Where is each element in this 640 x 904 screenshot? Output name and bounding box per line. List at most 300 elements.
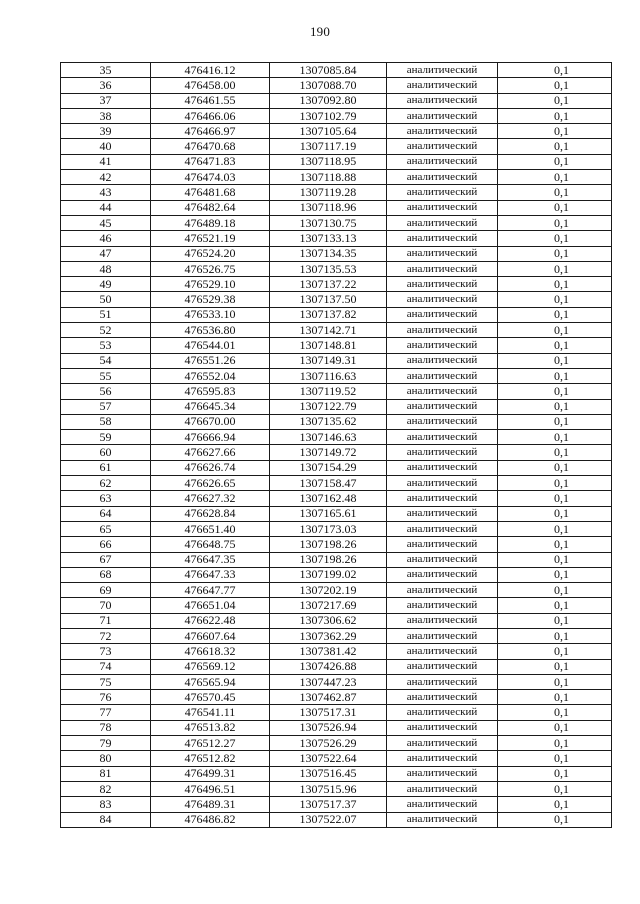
method-cell: аналитический [387,63,498,78]
y-coordinate-cell: 1307516.45 [270,766,387,781]
method-cell: аналитический [387,368,498,383]
x-coordinate-cell: 476470.68 [151,139,270,154]
table-row [61,246,612,261]
point-number-cell: 66 [61,537,151,552]
x-coordinate-cell: 476552.04 [151,368,270,383]
point-number-cell: 50 [61,292,151,307]
point-number-cell: 48 [61,261,151,276]
table-row [61,720,612,735]
method-cell: аналитический [387,292,498,307]
method-cell: аналитический [387,736,498,751]
accuracy-cell: 0,1 [498,537,612,552]
point-number-cell: 43 [61,185,151,200]
x-coordinate-cell: 476471.83 [151,154,270,169]
x-coordinate-cell: 476607.64 [151,628,270,643]
method-cell: аналитический [387,781,498,796]
point-number-cell: 61 [61,460,151,475]
y-coordinate-cell: 1307154.29 [270,460,387,475]
point-number-cell: 68 [61,567,151,582]
table-row [61,353,612,368]
x-coordinate-cell: 476512.27 [151,736,270,751]
table-row [61,93,612,108]
table-row [61,307,612,322]
accuracy-cell: 0,1 [498,628,612,643]
y-coordinate-cell: 1307117.19 [270,139,387,154]
table-row [61,139,612,154]
y-coordinate-cell: 1307381.42 [270,644,387,659]
x-coordinate-cell: 476416.12 [151,63,270,78]
accuracy-cell: 0,1 [498,170,612,185]
method-cell: аналитический [387,705,498,720]
y-coordinate-cell: 1307137.22 [270,277,387,292]
point-number-cell: 52 [61,323,151,338]
x-coordinate-cell: 476461.55 [151,93,270,108]
table-row [61,751,612,766]
table-row [61,567,612,582]
x-coordinate-cell: 476569.12 [151,659,270,674]
point-number-cell: 71 [61,613,151,628]
method-cell: аналитический [387,231,498,246]
point-number-cell: 53 [61,338,151,353]
point-number-cell: 81 [61,766,151,781]
coordinates-table-wrapper [60,62,611,828]
accuracy-cell: 0,1 [498,705,612,720]
accuracy-cell: 0,1 [498,720,612,735]
x-coordinate-cell: 476482.64 [151,200,270,215]
x-coordinate-cell: 476481.68 [151,185,270,200]
accuracy-cell: 0,1 [498,476,612,491]
x-coordinate-cell: 476544.01 [151,338,270,353]
x-coordinate-cell: 476648.75 [151,537,270,552]
table-row [61,674,612,689]
method-cell: аналитический [387,170,498,185]
table-row [61,200,612,215]
accuracy-cell: 0,1 [498,674,612,689]
accuracy-cell: 0,1 [498,598,612,613]
x-coordinate-cell: 476570.45 [151,690,270,705]
accuracy-cell: 0,1 [498,399,612,414]
point-number-cell: 56 [61,384,151,399]
point-number-cell: 39 [61,124,151,139]
table-row [61,583,612,598]
y-coordinate-cell: 1307162.48 [270,491,387,506]
table-row [61,781,612,796]
accuracy-cell: 0,1 [498,139,612,154]
x-coordinate-cell: 476499.31 [151,766,270,781]
x-coordinate-cell: 476647.35 [151,552,270,567]
x-coordinate-cell: 476489.31 [151,797,270,812]
x-coordinate-cell: 476551.26 [151,353,270,368]
accuracy-cell: 0,1 [498,368,612,383]
method-cell: аналитический [387,552,498,567]
accuracy-cell: 0,1 [498,797,612,812]
table-row [61,261,612,276]
y-coordinate-cell: 1307149.31 [270,353,387,368]
table-row [61,108,612,123]
table-row [61,598,612,613]
method-cell: аналитический [387,215,498,230]
x-coordinate-cell: 476458.00 [151,78,270,93]
method-cell: аналитический [387,537,498,552]
method-cell: аналитический [387,751,498,766]
method-cell: аналитический [387,78,498,93]
method-cell: аналитический [387,720,498,735]
accuracy-cell: 0,1 [498,690,612,705]
table-row [61,506,612,521]
accuracy-cell: 0,1 [498,751,612,766]
x-coordinate-cell: 476513.82 [151,720,270,735]
point-number-cell: 58 [61,414,151,429]
method-cell: аналитический [387,659,498,674]
accuracy-cell: 0,1 [498,185,612,200]
method-cell: аналитический [387,628,498,643]
accuracy-cell: 0,1 [498,353,612,368]
method-cell: аналитический [387,797,498,812]
table-row [61,659,612,674]
x-coordinate-cell: 476651.40 [151,521,270,536]
x-coordinate-cell: 476651.04 [151,598,270,613]
y-coordinate-cell: 1307202.19 [270,583,387,598]
y-coordinate-cell: 1307105.64 [270,124,387,139]
method-cell: аналитический [387,200,498,215]
point-number-cell: 55 [61,368,151,383]
method-cell: аналитический [387,261,498,276]
x-coordinate-cell: 476541.11 [151,705,270,720]
table-row [61,384,612,399]
table-row [61,736,612,751]
accuracy-cell: 0,1 [498,430,612,445]
accuracy-cell: 0,1 [498,659,612,674]
accuracy-cell: 0,1 [498,445,612,460]
method-cell: аналитический [387,521,498,536]
method-cell: аналитический [387,430,498,445]
point-number-cell: 64 [61,506,151,521]
x-coordinate-cell: 476529.38 [151,292,270,307]
point-number-cell: 69 [61,583,151,598]
accuracy-cell: 0,1 [498,613,612,628]
y-coordinate-cell: 1307158.47 [270,476,387,491]
y-coordinate-cell: 1307118.96 [270,200,387,215]
method-cell: аналитический [387,277,498,292]
point-number-cell: 79 [61,736,151,751]
method-cell: аналитический [387,491,498,506]
y-coordinate-cell: 1307119.52 [270,384,387,399]
table-row [61,399,612,414]
table-row [61,476,612,491]
accuracy-cell: 0,1 [498,781,612,796]
method-cell: аналитический [387,690,498,705]
y-coordinate-cell: 1307173.03 [270,521,387,536]
accuracy-cell: 0,1 [498,644,612,659]
x-coordinate-cell: 476670.00 [151,414,270,429]
table-row [61,613,612,628]
table-row [61,124,612,139]
method-cell: аналитический [387,353,498,368]
table-row [61,323,612,338]
y-coordinate-cell: 1307116.63 [270,368,387,383]
point-number-cell: 67 [61,552,151,567]
accuracy-cell: 0,1 [498,246,612,261]
accuracy-cell: 0,1 [498,231,612,246]
y-coordinate-cell: 1307526.94 [270,720,387,735]
method-cell: аналитический [387,613,498,628]
x-coordinate-cell: 476496.51 [151,781,270,796]
point-number-cell: 46 [61,231,151,246]
table-row [61,460,612,475]
point-number-cell: 45 [61,215,151,230]
accuracy-cell: 0,1 [498,384,612,399]
accuracy-cell: 0,1 [498,812,612,827]
table-row [61,644,612,659]
accuracy-cell: 0,1 [498,93,612,108]
table-row [61,766,612,781]
y-coordinate-cell: 1307119.28 [270,185,387,200]
y-coordinate-cell: 1307515.96 [270,781,387,796]
y-coordinate-cell: 1307133.13 [270,231,387,246]
table-row [61,215,612,230]
table-row [61,414,612,429]
method-cell: аналитический [387,154,498,169]
accuracy-cell: 0,1 [498,583,612,598]
accuracy-cell: 0,1 [498,736,612,751]
y-coordinate-cell: 1307148.81 [270,338,387,353]
point-number-cell: 37 [61,93,151,108]
method-cell: аналитический [387,399,498,414]
table-row [61,231,612,246]
table-row [61,705,612,720]
y-coordinate-cell: 1307198.26 [270,552,387,567]
table-row [61,537,612,552]
point-number-cell: 76 [61,690,151,705]
point-number-cell: 54 [61,353,151,368]
method-cell: аналитический [387,124,498,139]
y-coordinate-cell: 1307135.62 [270,414,387,429]
y-coordinate-cell: 1307306.62 [270,613,387,628]
accuracy-cell: 0,1 [498,292,612,307]
accuracy-cell: 0,1 [498,154,612,169]
x-coordinate-cell: 476666.94 [151,430,270,445]
point-number-cell: 73 [61,644,151,659]
accuracy-cell: 0,1 [498,200,612,215]
table-row [61,338,612,353]
point-number-cell: 62 [61,476,151,491]
point-number-cell: 63 [61,491,151,506]
y-coordinate-cell: 1307122.79 [270,399,387,414]
point-number-cell: 60 [61,445,151,460]
accuracy-cell: 0,1 [498,552,612,567]
method-cell: аналитический [387,307,498,322]
table-row [61,430,612,445]
y-coordinate-cell: 1307462.87 [270,690,387,705]
point-number-cell: 59 [61,430,151,445]
accuracy-cell: 0,1 [498,261,612,276]
accuracy-cell: 0,1 [498,124,612,139]
y-coordinate-cell: 1307130.75 [270,215,387,230]
table-row [61,491,612,506]
point-number-cell: 51 [61,307,151,322]
y-coordinate-cell: 1307085.84 [270,63,387,78]
accuracy-cell: 0,1 [498,766,612,781]
method-cell: аналитический [387,414,498,429]
y-coordinate-cell: 1307522.07 [270,812,387,827]
accuracy-cell: 0,1 [498,108,612,123]
point-number-cell: 44 [61,200,151,215]
y-coordinate-cell: 1307522.64 [270,751,387,766]
table-row [61,445,612,460]
y-coordinate-cell: 1307362.29 [270,628,387,643]
point-number-cell: 47 [61,246,151,261]
point-number-cell: 77 [61,705,151,720]
x-coordinate-cell: 476512.82 [151,751,270,766]
x-coordinate-cell: 476526.75 [151,261,270,276]
point-number-cell: 35 [61,63,151,78]
method-cell: аналитический [387,246,498,261]
table-row [61,628,612,643]
y-coordinate-cell: 1307165.61 [270,506,387,521]
table-row [61,797,612,812]
y-coordinate-cell: 1307092.80 [270,93,387,108]
point-number-cell: 75 [61,674,151,689]
method-cell: аналитический [387,460,498,475]
table-row [61,690,612,705]
method-cell: аналитический [387,445,498,460]
x-coordinate-cell: 476645.34 [151,399,270,414]
accuracy-cell: 0,1 [498,323,612,338]
method-cell: аналитический [387,506,498,521]
y-coordinate-cell: 1307149.72 [270,445,387,460]
y-coordinate-cell: 1307199.02 [270,567,387,582]
table-row [61,170,612,185]
x-coordinate-cell: 476489.18 [151,215,270,230]
x-coordinate-cell: 476466.06 [151,108,270,123]
method-cell: аналитический [387,766,498,781]
y-coordinate-cell: 1307137.82 [270,307,387,322]
x-coordinate-cell: 476474.03 [151,170,270,185]
accuracy-cell: 0,1 [498,63,612,78]
table-row [61,63,612,78]
method-cell: аналитический [387,323,498,338]
x-coordinate-cell: 476626.74 [151,460,270,475]
table-row [61,78,612,93]
point-number-cell: 57 [61,399,151,414]
x-coordinate-cell: 476536.80 [151,323,270,338]
x-coordinate-cell: 476466.97 [151,124,270,139]
x-coordinate-cell: 476626.65 [151,476,270,491]
method-cell: аналитический [387,598,498,613]
accuracy-cell: 0,1 [498,521,612,536]
accuracy-cell: 0,1 [498,78,612,93]
y-coordinate-cell: 1307146.63 [270,430,387,445]
point-number-cell: 36 [61,78,151,93]
accuracy-cell: 0,1 [498,414,612,429]
y-coordinate-cell: 1307088.70 [270,78,387,93]
method-cell: аналитический [387,384,498,399]
accuracy-cell: 0,1 [498,338,612,353]
x-coordinate-cell: 476647.33 [151,567,270,582]
x-coordinate-cell: 476524.20 [151,246,270,261]
x-coordinate-cell: 476521.19 [151,231,270,246]
y-coordinate-cell: 1307137.50 [270,292,387,307]
x-coordinate-cell: 476486.82 [151,812,270,827]
accuracy-cell: 0,1 [498,567,612,582]
table-row [61,812,612,827]
x-coordinate-cell: 476627.32 [151,491,270,506]
y-coordinate-cell: 1307517.37 [270,797,387,812]
method-cell: аналитический [387,812,498,827]
method-cell: аналитический [387,108,498,123]
x-coordinate-cell: 476627.66 [151,445,270,460]
y-coordinate-cell: 1307102.79 [270,108,387,123]
accuracy-cell: 0,1 [498,506,612,521]
x-coordinate-cell: 476533.10 [151,307,270,322]
y-coordinate-cell: 1307142.71 [270,323,387,338]
method-cell: аналитический [387,93,498,108]
table-row [61,552,612,567]
table-row [61,368,612,383]
coordinates-table-body [61,63,612,828]
point-number-cell: 78 [61,720,151,735]
accuracy-cell: 0,1 [498,215,612,230]
accuracy-cell: 0,1 [498,460,612,475]
x-coordinate-cell: 476628.84 [151,506,270,521]
y-coordinate-cell: 1307526.29 [270,736,387,751]
method-cell: аналитический [387,338,498,353]
point-number-cell: 74 [61,659,151,674]
y-coordinate-cell: 1307118.95 [270,154,387,169]
point-number-cell: 65 [61,521,151,536]
point-number-cell: 38 [61,108,151,123]
table-row [61,154,612,169]
table-row [61,277,612,292]
table-row [61,292,612,307]
table-row [61,521,612,536]
y-coordinate-cell: 1307517.31 [270,705,387,720]
method-cell: аналитический [387,674,498,689]
page-number: 190 [309,24,331,39]
y-coordinate-cell: 1307198.26 [270,537,387,552]
y-coordinate-cell: 1307134.35 [270,246,387,261]
point-number-cell: 84 [61,812,151,827]
point-number-cell: 70 [61,598,151,613]
x-coordinate-cell: 476618.32 [151,644,270,659]
x-coordinate-cell: 476529.10 [151,277,270,292]
y-coordinate-cell: 1307217.69 [270,598,387,613]
y-coordinate-cell: 1307447.23 [270,674,387,689]
method-cell: аналитический [387,185,498,200]
point-number-cell: 40 [61,139,151,154]
method-cell: аналитический [387,644,498,659]
table-row [61,185,612,200]
method-cell: аналитический [387,139,498,154]
point-number-cell: 41 [61,154,151,169]
point-number-cell: 42 [61,170,151,185]
x-coordinate-cell: 476622.48 [151,613,270,628]
x-coordinate-cell: 476647.77 [151,583,270,598]
y-coordinate-cell: 1307118.88 [270,170,387,185]
point-number-cell: 72 [61,628,151,643]
y-coordinate-cell: 1307135.53 [270,261,387,276]
x-coordinate-cell: 476595.83 [151,384,270,399]
method-cell: аналитический [387,583,498,598]
method-cell: аналитический [387,476,498,491]
method-cell: аналитический [387,567,498,582]
coordinates-table [60,62,612,828]
point-number-cell: 83 [61,797,151,812]
point-number-cell: 80 [61,751,151,766]
accuracy-cell: 0,1 [498,277,612,292]
accuracy-cell: 0,1 [498,491,612,506]
y-coordinate-cell: 1307426.88 [270,659,387,674]
